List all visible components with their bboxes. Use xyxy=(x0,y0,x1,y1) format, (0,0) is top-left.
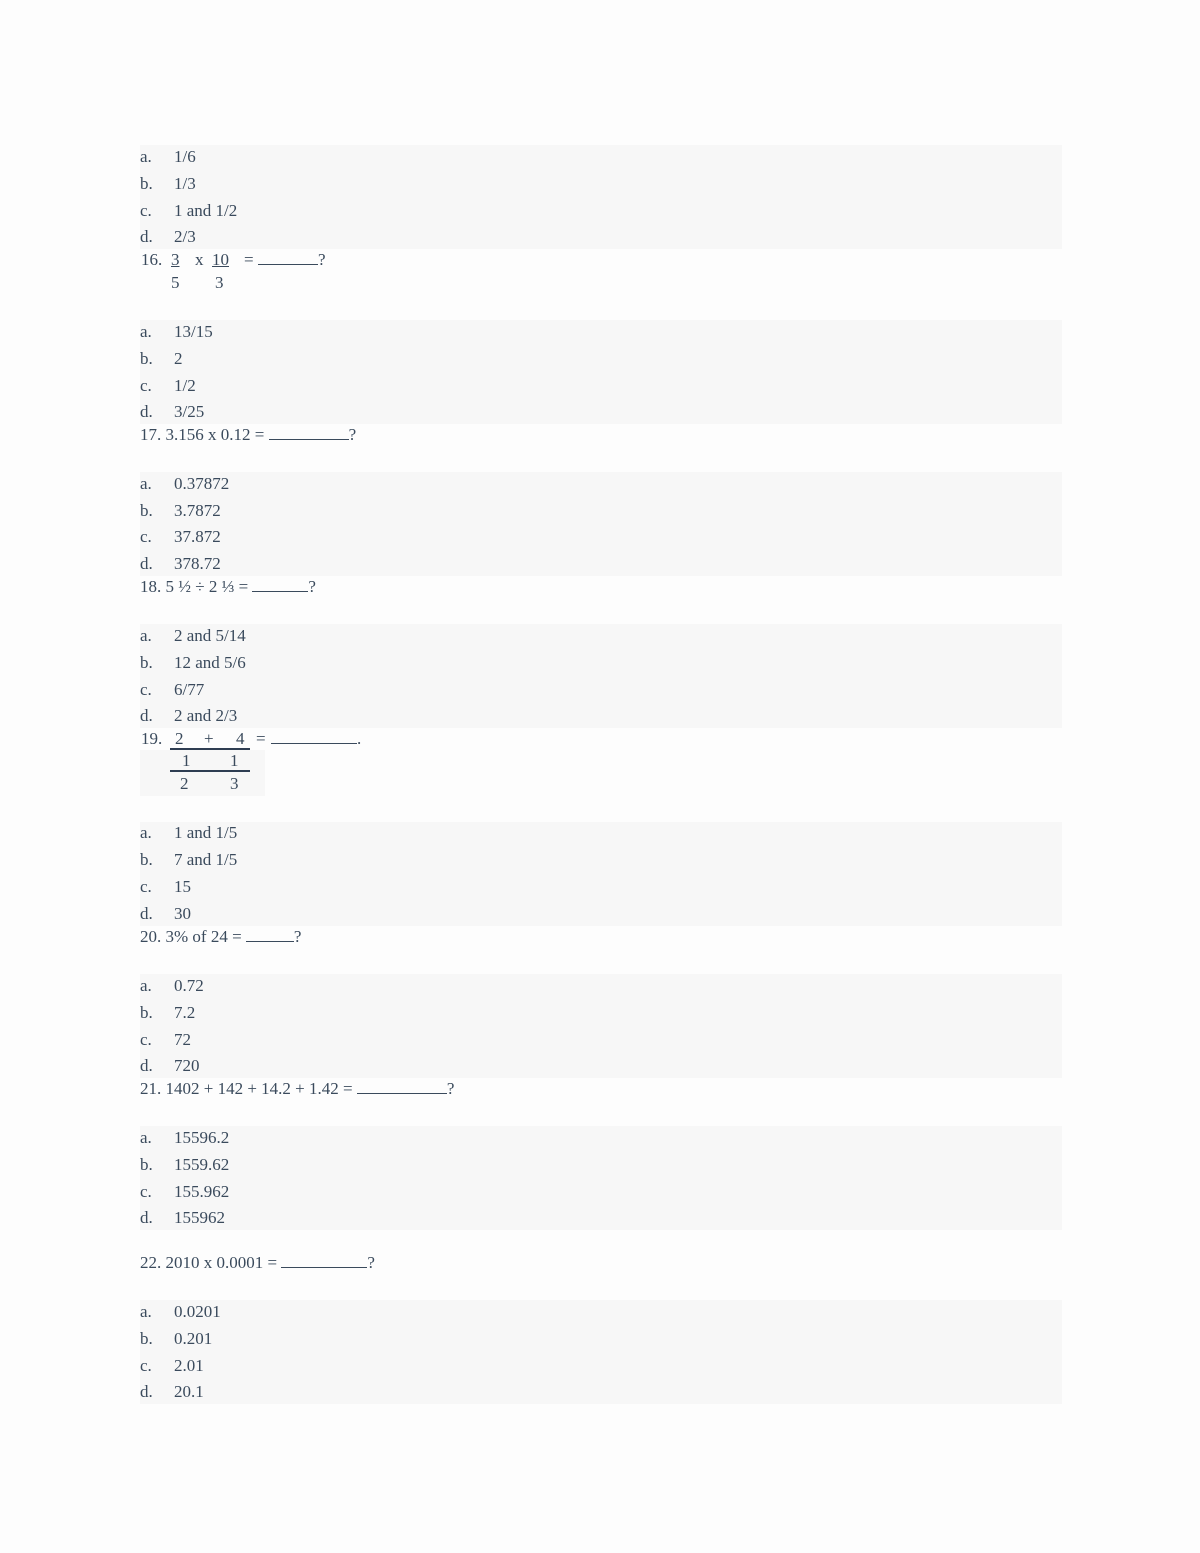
option-letter: b. xyxy=(140,1003,153,1022)
option-value: 2.01 xyxy=(174,1356,204,1375)
q19-top-1: 2 xyxy=(175,729,184,748)
option-value: 2 and 2/3 xyxy=(174,706,238,725)
option-value: 155962 xyxy=(174,1208,225,1227)
option-letter: c. xyxy=(140,1030,152,1049)
question-22 xyxy=(140,1252,375,1274)
option-letter: b. xyxy=(140,349,153,368)
option-letter: c. xyxy=(140,877,152,896)
question-20-text: 20. 3% of 24 = xyxy=(140,927,242,946)
option-letter: a. xyxy=(140,1128,152,1147)
question-20 xyxy=(140,926,301,948)
option-letter: b. xyxy=(140,1329,153,1348)
question-22-text: 22. 2010 x 0.0001 = xyxy=(140,1253,278,1272)
option-letter: c. xyxy=(140,201,152,220)
q20-question-mark: ? xyxy=(293,927,302,946)
option-letter: d. xyxy=(140,1382,153,1401)
option-value: 0.0201 xyxy=(174,1302,221,1321)
option-value: 6/77 xyxy=(174,680,205,699)
option-letter: c. xyxy=(140,1182,152,1201)
options-block-21 xyxy=(140,1126,1062,1230)
option-letter: a. xyxy=(140,976,152,995)
q19-bottom-1: 2 xyxy=(180,774,189,793)
q16-denominator-1: 5 xyxy=(171,273,180,292)
option-value: 0.72 xyxy=(174,976,204,995)
q19-operator: + xyxy=(204,729,214,748)
q19-middle-2: 1 xyxy=(230,751,239,770)
option-letter: d. xyxy=(140,1208,153,1227)
option-letter: b. xyxy=(140,174,153,193)
option-letter: b. xyxy=(140,501,153,520)
q16-numerator-2: 10 xyxy=(212,250,229,269)
option-value: 1 and 1/2 xyxy=(174,201,238,220)
question-18-text: 18. 5 ½ ÷ 2 ⅓ = xyxy=(140,577,249,596)
q19-fraction-background xyxy=(140,750,265,796)
option-value: 0.201 xyxy=(174,1329,213,1348)
question-21-text: 21. 1402 + 142 + 14.2 + 1.42 = xyxy=(140,1079,353,1098)
option-letter: c. xyxy=(140,376,152,395)
q16-equals: = xyxy=(244,250,254,269)
option-value: 15 xyxy=(174,877,191,896)
options-block-15 xyxy=(140,145,1062,249)
option-value: 7.2 xyxy=(174,1003,196,1022)
options-block-20 xyxy=(140,974,1062,1078)
option-value: 1 and 1/5 xyxy=(174,823,238,842)
option-value: 13/15 xyxy=(174,322,213,341)
option-value: 12 and 5/6 xyxy=(174,653,246,672)
option-letter: a. xyxy=(140,147,152,166)
option-letter: d. xyxy=(140,1056,153,1075)
option-value: 155.962 xyxy=(174,1182,230,1201)
question-19-number: 19. xyxy=(141,729,163,748)
q16-question-mark: ? xyxy=(318,250,326,269)
options-block-18 xyxy=(140,624,1062,728)
q16-operator: x xyxy=(195,250,204,269)
q19-equals: = xyxy=(256,729,266,748)
option-value: 3.7872 xyxy=(174,501,221,520)
option-letter: a. xyxy=(140,322,152,341)
option-letter: a. xyxy=(140,474,152,493)
q22-question-mark: ? xyxy=(367,1253,375,1272)
option-value: 0.37872 xyxy=(174,474,230,493)
option-letter: a. xyxy=(140,1302,152,1321)
option-value: 720 xyxy=(174,1056,200,1075)
option-value: 2 and 5/14 xyxy=(174,626,246,645)
option-letter: c. xyxy=(140,527,152,546)
option-value: 15596.2 xyxy=(174,1128,230,1147)
question-21 xyxy=(140,1078,454,1100)
option-value: 2/3 xyxy=(174,227,196,246)
question-16-number: 16. xyxy=(141,250,163,269)
q19-answer-blank xyxy=(271,728,361,750)
q19-top-2: 4 xyxy=(236,729,245,748)
option-value: 20.1 xyxy=(174,1382,204,1401)
q17-question-mark: ? xyxy=(348,425,357,444)
option-value: 1/3 xyxy=(174,174,196,193)
question-17 xyxy=(140,424,356,446)
option-letter: b. xyxy=(140,1155,153,1174)
option-value: 1/2 xyxy=(174,376,196,395)
option-letter: b. xyxy=(140,850,153,869)
option-value: 1/6 xyxy=(174,147,196,166)
option-value: 1559.62 xyxy=(174,1155,230,1174)
option-letter: d. xyxy=(140,402,153,421)
option-value: 30 xyxy=(174,904,191,923)
q21-question-mark: ? xyxy=(446,1079,455,1098)
options-block-22 xyxy=(140,1300,1062,1404)
option-value: 72 xyxy=(174,1030,191,1049)
option-value: 2 xyxy=(174,349,183,368)
option-value: 7 and 1/5 xyxy=(174,850,238,869)
option-value: 3/25 xyxy=(174,402,205,421)
option-value: 37.872 xyxy=(174,527,221,546)
option-letter: a. xyxy=(140,823,152,842)
options-block-16 xyxy=(140,320,1062,424)
q19-sub-fraction-bar xyxy=(170,770,250,772)
options-block-17 xyxy=(140,472,1062,576)
options-block-19 xyxy=(140,822,1062,926)
q16-denominator-2: 3 xyxy=(215,273,224,292)
option-letter: a. xyxy=(140,626,152,645)
q18-question-mark: ? xyxy=(308,577,316,596)
question-18 xyxy=(140,576,316,598)
option-letter: d. xyxy=(140,904,153,923)
q19-bottom-2: 3 xyxy=(230,774,239,793)
q16-numerator-1: 3 xyxy=(171,250,180,269)
option-letter: d. xyxy=(140,554,153,573)
option-letter: d. xyxy=(140,706,153,725)
q19-middle-1: 1 xyxy=(182,751,191,770)
option-value: 378.72 xyxy=(174,554,221,573)
q19-period: . xyxy=(357,729,362,748)
option-letter: d. xyxy=(140,227,153,246)
question-17-text: 17. 3.156 x 0.12 = xyxy=(140,425,265,444)
option-letter: c. xyxy=(140,680,152,699)
q16-answer-blank xyxy=(258,249,326,271)
option-letter: c. xyxy=(140,1356,152,1375)
option-letter: b. xyxy=(140,653,153,672)
